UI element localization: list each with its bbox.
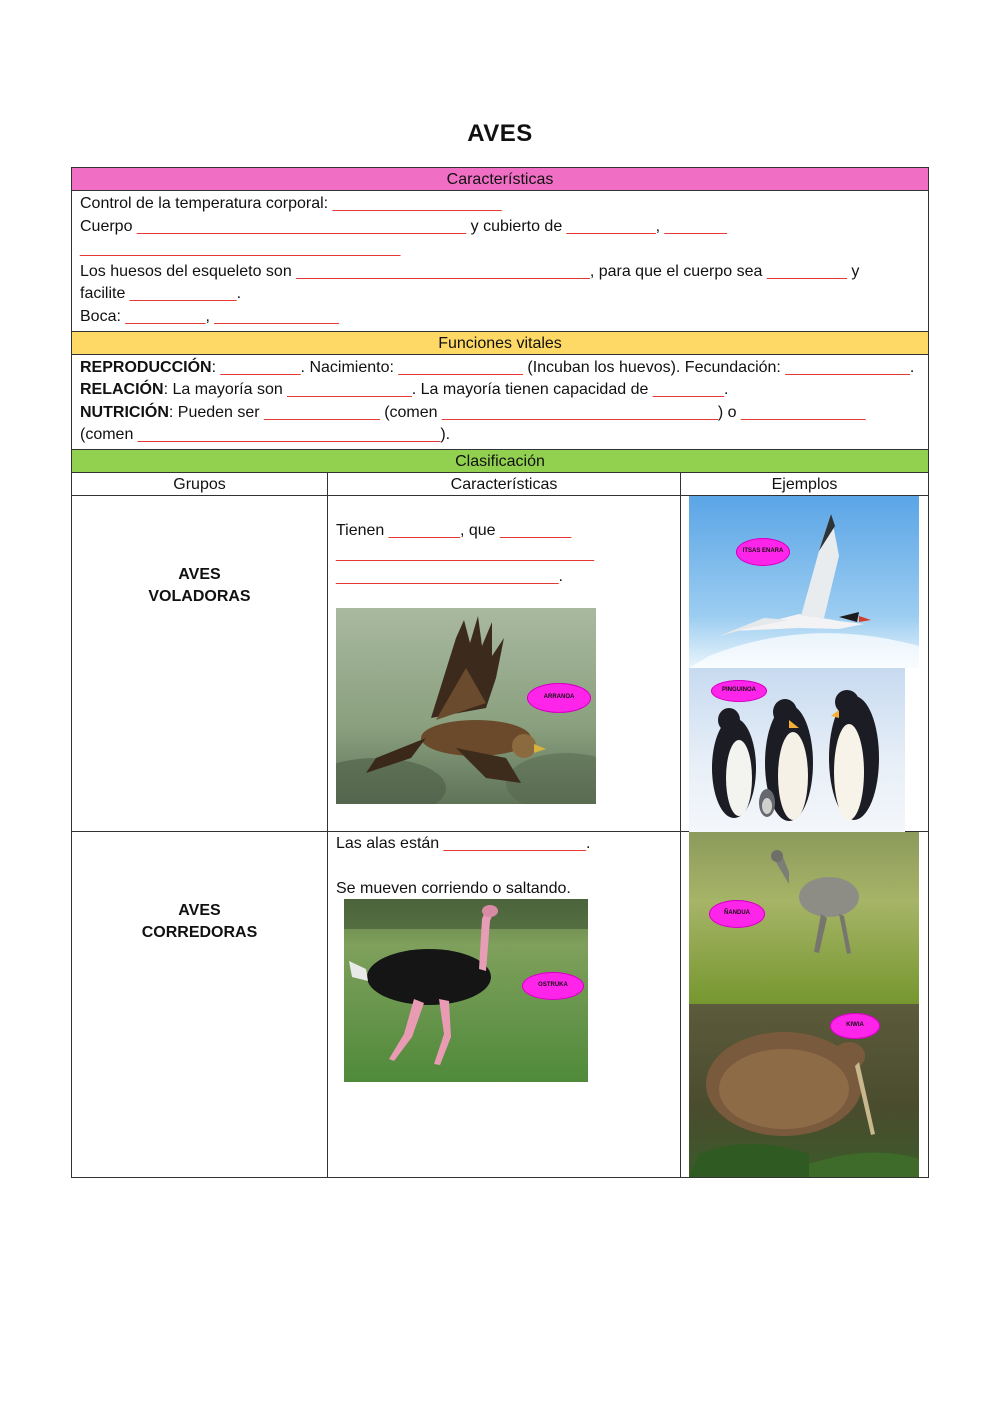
boca-comma: , (205, 307, 215, 325)
kiwi-tag-bubble: KIWIA (830, 1013, 880, 1039)
worksheet-table (71, 167, 929, 1178)
relacion-text-a: : La mayoría son (163, 381, 288, 399)
relacion-blank-1[interactable]: ______________ (287, 381, 412, 399)
body-text-b: y cubierto de (466, 217, 567, 235)
nacimiento-text: . Nacimiento: (300, 358, 399, 376)
reproduccion-blank-3[interactable]: ______________ (785, 358, 910, 376)
group-label-voladoras (72, 564, 327, 608)
nutricion-text-b: (comen (379, 403, 442, 421)
reproduccion-label: REPRODUCCIÓN (80, 358, 212, 376)
nutricion-text-c: ) o (717, 403, 741, 421)
reproduccion-colon: : (211, 358, 221, 376)
relacion-label: RELACIÓN (80, 381, 164, 399)
corredoras-period: . (586, 834, 591, 852)
kiwi-photo (689, 1004, 919, 1177)
nutricion-blank-2[interactable]: _______________________________ (442, 403, 718, 421)
bones-text-c: y (846, 262, 860, 280)
facilite-blank[interactable]: ____________ (129, 285, 237, 303)
nutricion-line (80, 402, 920, 425)
reproduccion-blank-1[interactable]: _________ (220, 358, 301, 376)
relacion-period: . (724, 381, 729, 399)
bones-text-b: , para que el cuerpo sea (589, 262, 767, 280)
corredoras-blank-1[interactable]: ________________ (443, 834, 586, 852)
funciones-body (72, 355, 928, 450)
boca-text: Boca: (80, 307, 126, 325)
penguins-tag-bubble: PINGUINOA (711, 680, 767, 702)
nutricion-text-e: ). (440, 426, 451, 444)
section-header-clasificacion: Clasificación (72, 450, 928, 473)
temperature-text: Control de la temperatura corporal: (80, 195, 333, 212)
nutricion-text-d: (comen (80, 426, 138, 444)
voladoras-line-1 (336, 519, 571, 542)
column-header-examples: Ejemplos (681, 473, 928, 496)
nutricion-text-a: : Pueden ser (168, 403, 265, 421)
section-header-caracteristicas: Características (72, 168, 928, 191)
voladoras-tienen-text: Tienen (336, 521, 389, 539)
voladoras-period: . (558, 567, 563, 585)
group-label-corredoras (72, 900, 327, 944)
boca-line (80, 306, 920, 329)
bones-text-a: Los huesos del esqueleto son (80, 262, 297, 280)
group-cell-corredoras (72, 832, 328, 1177)
temperature-blank[interactable]: ___________________ (332, 195, 502, 212)
facilite-period: . (236, 285, 242, 303)
relacion-blank-2[interactable]: ________ (652, 381, 724, 399)
group-label-voladoras-line2: VOLADORAS (148, 587, 251, 605)
column-header-groups: Grupos (72, 473, 328, 496)
body-blank-4[interactable]: ____________________________________ (80, 240, 401, 258)
body-blank-1[interactable]: _____________________________________ (136, 217, 467, 235)
voladoras-line-3 (336, 565, 563, 588)
tern-photo (689, 496, 919, 668)
nutricion-label: NUTRICIÓN (80, 403, 169, 421)
body-text-a: Cuerpo (80, 217, 137, 235)
group-label-corredoras-line2: CORREDORAS (141, 923, 258, 941)
voladoras-blank-4[interactable]: _________________________ (336, 567, 559, 585)
nutricion-blank-1[interactable]: _____________ (264, 403, 380, 421)
body-line (80, 216, 920, 239)
voladoras-blank-2[interactable]: ________ (500, 521, 572, 539)
group-label-corredoras-line1: AVES (178, 901, 221, 919)
reproduccion-blank-2[interactable]: ______________ (398, 358, 523, 376)
corredoras-line-1 (336, 832, 590, 855)
group-cell-voladoras (72, 496, 328, 832)
nutricion-continuation-line (80, 424, 920, 447)
boca-blank-2[interactable]: ______________ (214, 307, 339, 325)
relacion-text-b: . La mayoría tienen capacidad de (411, 381, 653, 399)
body-blank-2[interactable]: __________ (566, 217, 656, 235)
voladoras-blank-1[interactable]: ________ (388, 521, 460, 539)
reproduccion-period: . (909, 358, 915, 376)
voladoras-blank-3[interactable]: _____________________________ (336, 544, 595, 562)
examples-cell-voladoras (681, 496, 928, 832)
classification-grid (72, 473, 928, 1177)
boca-blank-1[interactable]: _________ (125, 307, 206, 325)
nutricion-blank-4[interactable]: __________________________________ (137, 426, 441, 444)
rhea-tag-bubble: ÑANDUA (709, 900, 765, 928)
corredoras-line-2: Se mueven corriendo o saltando. (336, 879, 571, 897)
facilite-line (80, 283, 920, 306)
body-blank-3[interactable]: _______ (664, 217, 727, 235)
reproduccion-line (80, 357, 920, 380)
body-text-c: , (655, 217, 665, 235)
corredoras-alas-text: Las alas están (336, 834, 444, 852)
bones-blank-1[interactable]: _________________________________ (296, 262, 590, 280)
characteristics-cell-corredoras (328, 832, 681, 1177)
bones-line (80, 261, 920, 284)
characteristics-cell-voladoras (328, 496, 681, 832)
tern-tag-bubble: ITSAS ENARA (736, 538, 790, 566)
fecundacion-text: (Incuban los huevos). Fecundación: (522, 358, 786, 376)
voladoras-que-text: , que (459, 521, 500, 539)
eagle-tag-bubble: ARRANOA (527, 683, 591, 713)
voladoras-line-2 (336, 542, 594, 565)
section-header-funciones: Funciones vitales (72, 332, 928, 355)
caracteristicas-body (72, 191, 928, 332)
temperature-line (80, 193, 920, 216)
relacion-line (80, 379, 920, 402)
facilite-text: facilite (80, 285, 130, 303)
group-label-voladoras-line1: AVES (178, 565, 221, 583)
page-title: AVES (467, 120, 533, 147)
examples-cell-corredoras (681, 832, 928, 1177)
nutricion-blank-3[interactable]: ______________ (740, 403, 866, 421)
body-continuation-line (80, 238, 920, 261)
bones-blank-2[interactable]: _________ (766, 262, 847, 280)
ostrich-tag-bubble: OSTRUKA (522, 972, 584, 1000)
column-header-characteristics: Características (328, 473, 681, 496)
